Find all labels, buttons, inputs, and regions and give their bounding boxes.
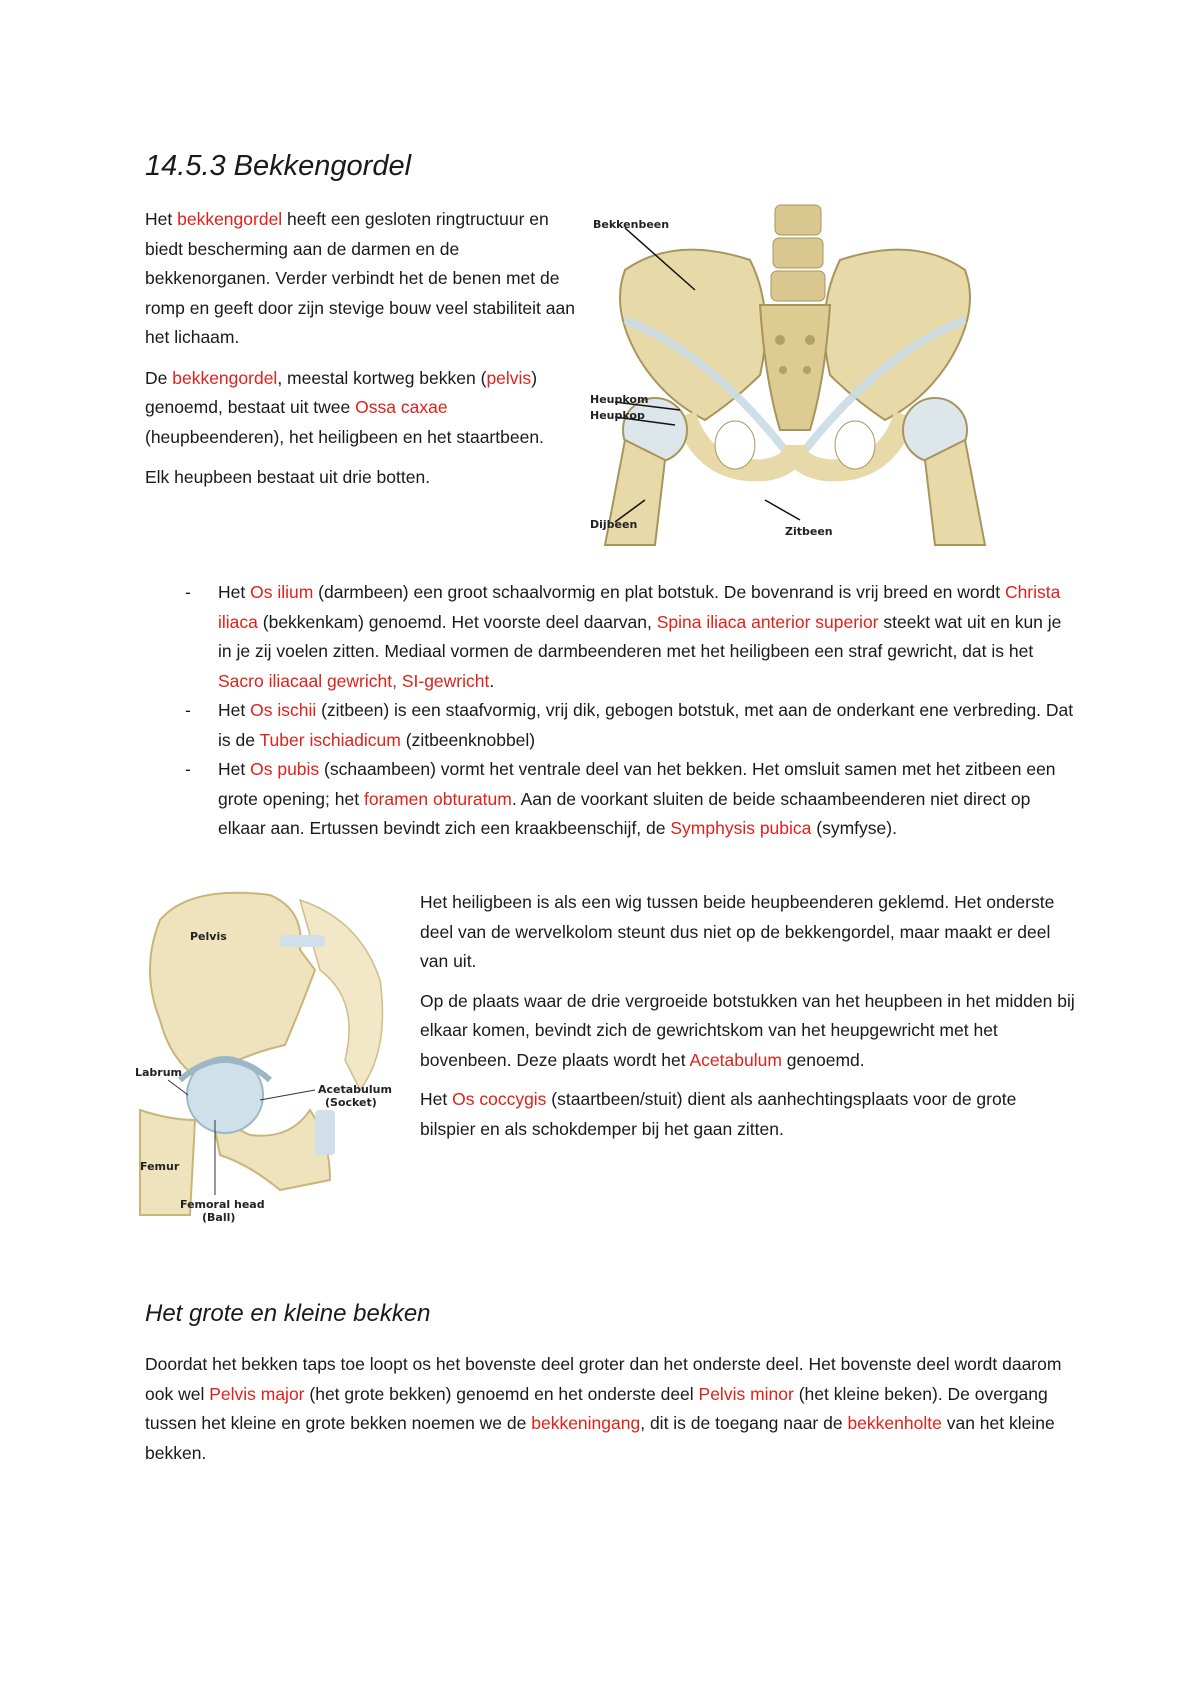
text-run: (symfyse). xyxy=(811,818,897,838)
text-run: (darmbeen) een groot schaalvormig en plat botstuk. De bovenrand is vrij breed en wordt xyxy=(313,582,1005,602)
highlighted-term: bekkengordel xyxy=(172,367,278,388)
list-item xyxy=(145,578,1075,696)
pelvis-front-figure xyxy=(585,200,1005,545)
highlighted-term: bekkeningang xyxy=(531,1413,641,1433)
text-run: Het xyxy=(420,1089,453,1109)
highlighted-term: bekkengordel xyxy=(177,209,283,229)
highlighted-term: Os ilium xyxy=(250,582,314,602)
text-run: (bekkenkam) genoemd. Het voorste deel daarvan, xyxy=(257,611,657,632)
text-run: (het kleine beken). De overgang tussen het kleine en grote bekken noemen we de xyxy=(145,1383,1048,1433)
label-pelvis: Pelvis xyxy=(190,930,227,943)
text-run: (het grote bekken) genoemd en het onderste deel xyxy=(304,1383,699,1404)
paragraph xyxy=(145,205,575,353)
sacrum-section xyxy=(420,888,1075,1154)
paragraph xyxy=(145,364,575,453)
section-subtitle: Het grote en kleine bekken xyxy=(145,1300,431,1327)
label-socket: (Socket) xyxy=(325,1096,377,1109)
paragraph xyxy=(420,987,1075,1076)
intro-section xyxy=(145,205,575,504)
highlighted-term: Os ischii xyxy=(250,700,317,720)
text-run: (zitbeenknobbel) xyxy=(400,729,536,750)
label-femoral-head: Femoral head xyxy=(180,1198,265,1211)
text-run: (schaambeen) vormt het ventrale deel van het bekken. Het omsluit samen met het zitbeen een grote opening; het xyxy=(218,759,1056,809)
highlighted-term: bekkenholte xyxy=(847,1413,942,1433)
text-run: genoemd. xyxy=(781,1049,865,1070)
page-title: 14.5.3 Bekkengordel xyxy=(145,150,412,182)
label-ball: (Ball) xyxy=(202,1211,236,1224)
highlighted-term: Os pubis xyxy=(250,759,320,779)
text-run: Elk heupbeen bestaat uit drie botten. xyxy=(145,467,431,487)
paragraph xyxy=(420,1085,1075,1144)
text-run: . Aan de voorkant sluiten de beide schaambeenderen niet direct op elkaar aan. Ertussen bevindt zich een kraakbeenschijf, de xyxy=(218,788,1031,838)
label-acetabulum: Acetabulum xyxy=(318,1083,392,1096)
highlighted-term: Pelvis minor xyxy=(698,1383,794,1404)
text-run: steekt wat uit en kun je in je zij voelen zitten. Mediaal vormen de darmbeenderen met het heiligbeen een straf gewricht, dat is het xyxy=(218,611,1062,661)
text-run: (staartbeen/stuit) dient als aanhechtingsplaats voor de grote bilspier en als schokdemper bij het gaan zitten. xyxy=(420,1089,1017,1139)
text-run: De xyxy=(145,367,173,388)
text-run: Het heiligbeen is als een wig tussen beide heupbeenderen geklemd. Het onderste deel van de wervelkolom steunt dus niet op de bekkengordel, maar maakt er deel van uit. xyxy=(420,892,1055,971)
paragraph xyxy=(145,463,575,493)
label-heupkop: Heupkop xyxy=(590,409,645,422)
highlighted-term: Acetabulum xyxy=(689,1049,782,1070)
highlighted-term: Sacro iliacaal gewricht, SI-gewricht xyxy=(218,670,490,691)
highlighted-term: Ossa caxae xyxy=(355,397,448,417)
paragraph xyxy=(145,1350,1075,1468)
highlighted-term: Tuber ischiadicum xyxy=(259,729,401,750)
highlighted-term: pelvis xyxy=(486,367,532,388)
paragraph xyxy=(420,888,1075,977)
text-run: ) genoemd, bestaat uit twee xyxy=(145,367,538,417)
highlighted-term: Os coccygis xyxy=(452,1089,547,1109)
text-run: Op de plaats waar de drie vergroeide botstukken van het heupbeen in het midden bij elkaar komen, bevindt zich de gewrichtskom van het heupgewricht met het bovenbeen. Deze plaats wordt het xyxy=(420,990,1075,1070)
highlighted-term: Pelvis major xyxy=(209,1383,305,1404)
label-labrum: Labrum xyxy=(135,1066,183,1079)
pelvis-major-minor-section xyxy=(145,1350,1075,1468)
text-run: heeft een gesloten ringtructuur en biedt bescherming aan de darmen en de bekkenorganen. Verder verbindt het de benen met de romp en geeft door zijn stevige bouw veel stabiliteit aan het lichaam. xyxy=(145,209,575,347)
text-run: Het xyxy=(218,759,251,779)
label-femur: Femur xyxy=(140,1160,180,1173)
highlighted-term: Symphysis pubica xyxy=(670,818,812,838)
text-run: Doordat het bekken taps toe loopt os het bovenste deel groter dan het onderste deel. Het bovenste deel wordt daarom ook wel xyxy=(145,1354,1062,1404)
highlighted-term: Christa iliaca xyxy=(218,582,1061,632)
bone-list xyxy=(145,578,1075,844)
hip-joint-figure xyxy=(130,880,400,1224)
label-dijbeen: Dijbeen xyxy=(590,518,638,531)
text-run: , meestal kortweg bekken ( xyxy=(277,367,487,388)
list-item xyxy=(145,696,1075,755)
highlighted-term: Spina iliaca anterior superior xyxy=(656,611,879,632)
text-run: Het xyxy=(218,700,251,720)
text-run: (heupbeenderen), het heiligbeen en het staartbeen. xyxy=(145,426,544,447)
text-run: van het kleine bekken. xyxy=(145,1413,1055,1463)
label-zitbeen: Zitbeen xyxy=(785,525,833,538)
text-run: , dit is de toegang naar de xyxy=(640,1413,848,1433)
list-item xyxy=(145,755,1075,844)
label-heupkom: Heupkom xyxy=(590,393,649,406)
text-run: . xyxy=(489,670,495,691)
label-bekkenbeen: Bekkenbeen xyxy=(593,218,670,231)
text-run: (zitbeen) is een staafvormig, vrij dik, gebogen botstuk, met aan de onderkant ene verbreding. Dat is de xyxy=(218,700,1074,750)
text-run: Het xyxy=(218,582,251,602)
highlighted-term: foramen obturatum xyxy=(363,788,512,809)
text-run: Het xyxy=(145,209,178,229)
